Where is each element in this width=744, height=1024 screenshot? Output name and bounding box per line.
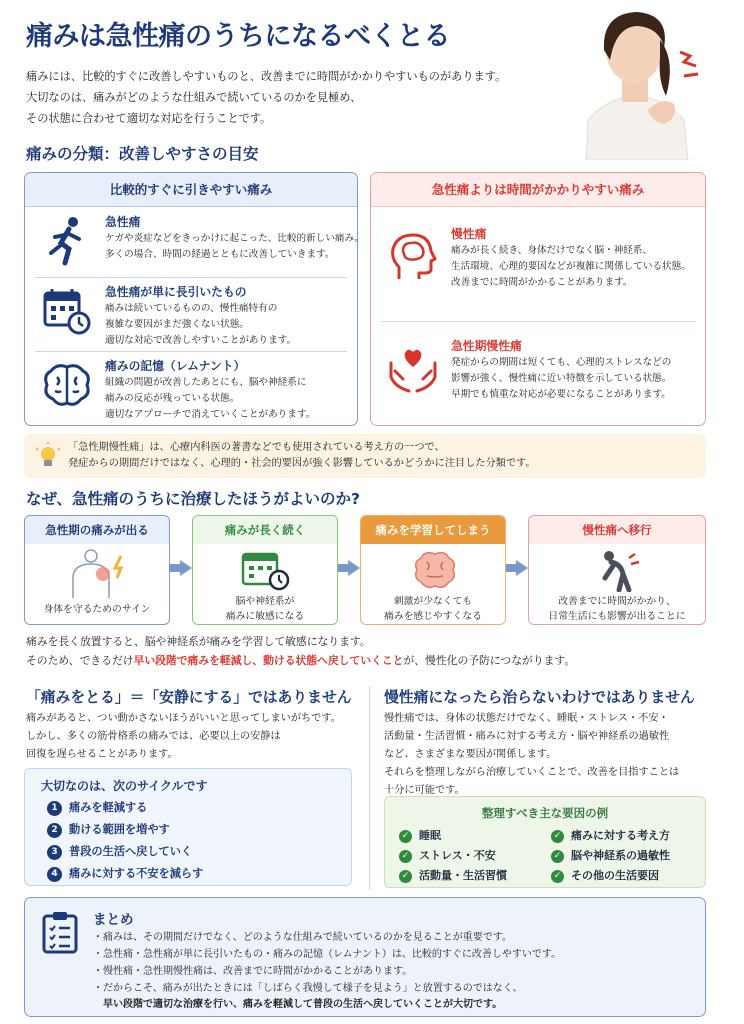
woman-shoulder-pain-photo [566, 0, 706, 160]
clipboard-checklist-icon [41, 910, 79, 958]
page-title: 痛みは急性痛のうちになるべくとる [26, 21, 450, 52]
check-icon: ✓ [551, 850, 564, 863]
cycle-step: 3 普段の生活へ戻していく [47, 843, 192, 860]
factor-item: ✓ ストレス・不安 [399, 847, 496, 863]
factor-item: ✓ 睡眠 [399, 827, 441, 843]
check-icon: ✓ [551, 830, 564, 843]
factor-item: ✓ その他の生活要因 [551, 867, 659, 883]
brain-icon [39, 357, 95, 413]
heart-hands-icon [385, 341, 441, 397]
slow-pain-box: 急性痛よりは時間がかかりやすい痛み 慢性痛 痛みが長く続き、身体だけでなく脳・神経系、 生活環境、心理的要因などが複雑に関係している状態。 改善までに時間がかかることがあります。 急性期慢性痛 発症からの期間は短くても、心理的ストレスなどの 影響が強く、慢性痛に近い特徴を示している状態。 早期でも慎重な対応が必要になることがあります。 [370, 172, 706, 426]
flow-step-chronic: 慢性痛へ移行 改善までに時間がかかり、 日常生活にも影響が出ることに [528, 515, 706, 625]
factor-item: ✓ 脳や神経系の過敏性 [551, 847, 670, 863]
why-explanation: 痛みを長く放置すると、脳や神経系が痛みを学習して敏感になります。 [26, 635, 371, 648]
calendar-clock-icon [39, 283, 95, 339]
cycle-step: 4 痛みに対する不安を減らす [47, 865, 203, 882]
chronic-body: 慢性痛では、身体の状態だけでなく、睡眠・ストレス・不安・ 活動量・生活習慣・痛みに対する考え方・脳や神経系の過敏性 など、さまざまな要因が関係します。 それらを整理しながら治療していくことで、改善を目指すことは 十分に可能です。 [384, 713, 680, 796]
flow-arrow-3 [516, 560, 528, 576]
running-person-icon [39, 213, 95, 269]
calendar-clock-icon [241, 548, 291, 596]
check-icon: ✓ [551, 870, 564, 883]
rest-body: 痛みがあると、つい動かさないほうがいいと思ってしまいがちです。 しかし、多くの筋骨格系の痛みでは、必要以上の安静は 回復を遅らせることがあります。 [26, 713, 341, 760]
check-icon: ✓ [399, 850, 412, 863]
flow-step-acute: 急性期の痛みが出る 身体を守るためのサイン [24, 515, 170, 625]
check-icon: ✓ [399, 830, 412, 843]
intro-text: 痛みには、比較的すぐに改善しやすいものと、改善までに時間がかかりやすいものがあります。 大切なのは、痛みがどのような仕組みで続いているのかを見極め、 その状態に合わせて適切な対応を行うことです。 [26, 70, 507, 125]
factors-box: 整理すべき主な要因の例 ✓ 睡眠 ✓ 痛みに対する考え方 ✓ ストレス・不安 ✓ 脳や神経系の過敏性 ✓ 活動量・生活習慣 ✓ その他の生活要因 [384, 796, 706, 888]
classification-title: 痛みの分類：改善しやすさの目安 [26, 145, 259, 163]
rest-title: 「痛みをとる」＝「安静にする」ではありません [26, 689, 352, 706]
brain-icon [413, 548, 457, 596]
flow-arrow-2 [348, 560, 360, 576]
recovery-cycle-box: 大切なのは、次のサイクルです 1 痛みを軽減する 2 動ける範囲を増やす 3 普段の生活へ戻していく 4 痛みに対する不安を減らす [24, 768, 352, 886]
easy-pain-heading: 比較的すぐに引きやすい痛み [25, 173, 357, 207]
why-title: なぜ、急性痛のうちに治療したほうがよいのか? [26, 490, 361, 508]
body-pain-icon [63, 548, 133, 602]
classification-note: 「急性期慢性痛」は、心療内科医の著書などでも使用されている考え方の一つで、 発症からの期間だけではなく、心理的・社会的要因が強く影響しているかどうかに注目した分類です。 [24, 434, 706, 478]
chronic-title: 慢性痛になったら治らないわけではありません [384, 689, 695, 706]
column-divider [369, 686, 370, 890]
cycle-step: 2 動ける範囲を増やす [47, 821, 170, 838]
factor-item: ✓ 活動量・生活習慣 [399, 867, 507, 883]
flow-step-learning: 痛みを学習してしまう 刺激が少なくても 痛みを感じやすくなる [360, 515, 506, 625]
bent-person-icon [595, 548, 641, 596]
summary-box: まとめ ・痛みは、その期間だけでなく、どのような仕組みで続いているのかを見ることが重要です。 ・急性痛・急性痛が単に長引いたもの・痛みの記憶（レムナント）は、比較的すぐに改善しやすいです。 ・慢性痛・急性期慢性痛は、改善までに時間がかかることがあります。 ・だからこそ、痛みが出たときには「しばらく我慢して様子を見よう」と放置するのではなく、 早い段階で適切な治療を行い、痛みを軽減して普段の生活へ戻していくことが大切です。 [24, 897, 706, 1017]
cycle-step: 1 痛みを軽減する [47, 799, 147, 816]
flow-step-prolonged: 痛みが長く続く 脳や神経系が 痛みに敏感になる [192, 515, 338, 625]
easy-pain-box: 比較的すぐに引きやすい痛み 急性痛 ケガや炎症などをきっかけに起こった、比較的新しい痛み。 多くの場合、時間の経過とともに改善していきます。 急性痛が単に長引いたもの 痛みは続いているものの、慢性痛特有の 複雑な要因がまだ強くない状態。 適切な対応で改善しやすいことがあります。 痛みの記憶（レムナント） 組織の問題が改善したあとにも、脳や神経系に 痛みの反応が残っている状態。 適切なアプローチで消えていくことがあります。 [24, 172, 358, 426]
check-icon: ✓ [399, 870, 412, 883]
why-conclusion: そのため、できるだけ早い段階で痛みを軽減し、動ける状態へ戻していくことが、慢性化の予防につながります。 [26, 654, 576, 667]
head-brain-icon [385, 229, 441, 285]
slow-pain-heading: 急性痛よりは時間がかかりやすい痛み [371, 173, 705, 207]
flow-arrow-1 [180, 560, 192, 576]
factor-item: ✓ 痛みに対する考え方 [551, 827, 670, 843]
lightbulb-icon [36, 442, 60, 474]
